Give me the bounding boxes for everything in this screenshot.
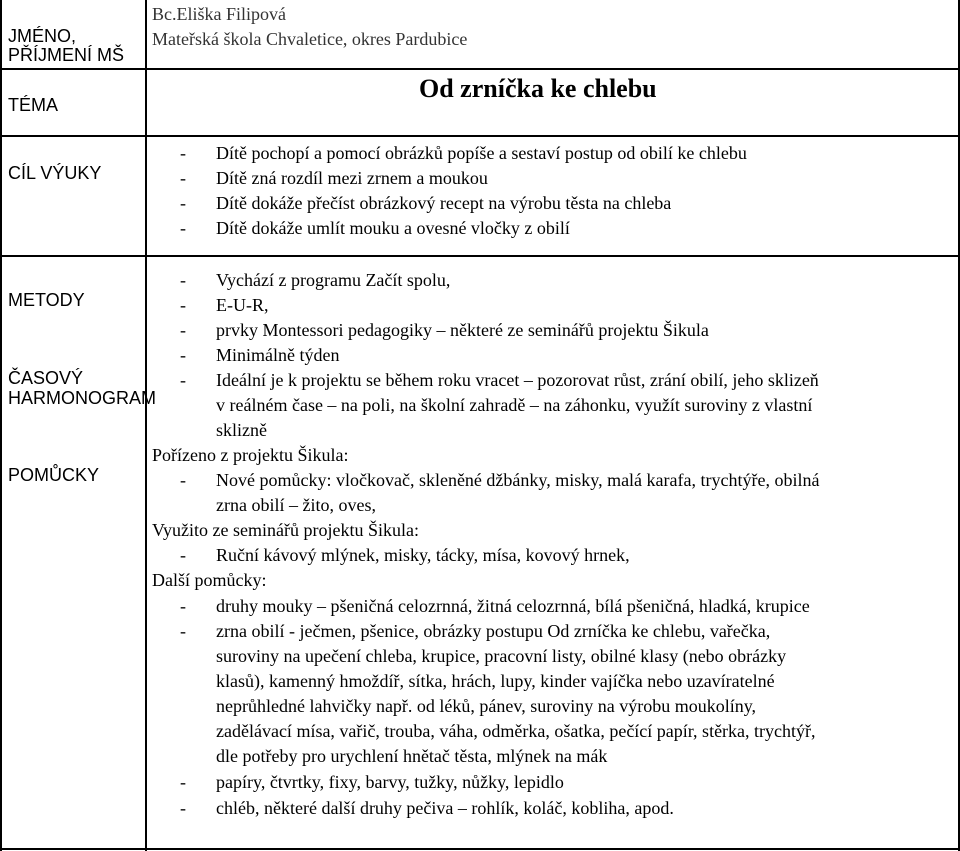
bullet-dash: - bbox=[180, 798, 186, 818]
aids-item-5: papíry, čtvrtky, fixy, barvy, tužky, nůžky, lepidlo bbox=[216, 772, 564, 792]
goal-item-3: Dítě dokáže přečíst obrázkový recept na výrobu těsta na chleba bbox=[216, 193, 672, 213]
aids-item-2: Ruční kávový mlýnek, misky, tácky, mísa, kovový hrnek, bbox=[216, 545, 630, 565]
aids-item-3: druhy mouky – pšeničná celozrnná, žitná celozrnná, bílá pšeničná, hladká, krupice bbox=[216, 596, 810, 616]
time-item-2-line-3: sklizně bbox=[216, 420, 267, 440]
bottom-border bbox=[0, 848, 960, 850]
label-methods: METODY bbox=[8, 290, 85, 310]
aids-heading-3: Další pomůcky: bbox=[152, 570, 267, 590]
aids-item-4-line-2: suroviny na upečení chleba, krupice, pracovní listy, obilné klasy (nebo obrázky bbox=[216, 646, 787, 666]
row-divider-goal bbox=[0, 255, 960, 257]
bullet-dash: - bbox=[180, 143, 186, 163]
label-topic: TÉMA bbox=[8, 95, 59, 115]
aids-item-4-line-1: zrna obilí - ječmen, pšenice, obrázky postupu Od zrníčka ke chlebu, vařečka, bbox=[216, 621, 771, 641]
bullet-dash: - bbox=[180, 470, 186, 490]
aids-heading-2: Využito ze seminářů projektu Šikula: bbox=[152, 520, 419, 540]
label-time-1: ČASOVÝ bbox=[8, 368, 84, 388]
method-item-2: E-U-R, bbox=[216, 295, 269, 315]
label-aids: POMŮCKY bbox=[8, 465, 100, 485]
topic-title: Od zrníčka ke chlebu bbox=[419, 74, 657, 103]
aids-item-1-line-2: zrna obilí – žito, oves, bbox=[216, 495, 376, 515]
label-surname: PŘÍJMENÍ MŠ bbox=[8, 45, 125, 65]
bullet-dash: - bbox=[180, 320, 186, 340]
time-item-1: Minimálně týden bbox=[216, 345, 340, 365]
column-divider bbox=[145, 0, 147, 851]
left-border bbox=[0, 0, 2, 851]
bullet-dash: - bbox=[180, 596, 186, 616]
aids-item-4-line-6: dle potřeby pro urychlení hnětač těsta, mlýnek na mák bbox=[216, 746, 608, 766]
aids-item-4-line-5: zadělávací mísa, vařič, trouba, váha, odměrka, ošatka, pečící papír, stěrka, trychtýř, bbox=[216, 721, 816, 741]
bullet-dash: - bbox=[180, 295, 186, 315]
row-divider-name bbox=[0, 68, 960, 70]
school-name: Mateřská škola Chvaletice, okres Pardubice bbox=[152, 29, 468, 49]
label-name: JMÉNO, bbox=[8, 26, 77, 46]
goal-item-4: Dítě dokáže umlít mouku a ovesné vločky z obilí bbox=[216, 218, 570, 238]
time-item-2-line-2: v reálném čase – na poli, na školní zahradě – na záhonku, využít suroviny z vlastní bbox=[216, 395, 813, 415]
label-goal: CÍL VÝUKY bbox=[8, 163, 102, 183]
row-divider-topic bbox=[0, 135, 960, 137]
aids-item-1-line-1: Nové pomůcky: vločkovač, skleněné džbánky, misky, malá karafa, trychtýře, obilná bbox=[216, 470, 820, 490]
author-name: Bc.Eliška Filipová bbox=[152, 4, 286, 24]
time-item-2-line-1: Ideální je k projektu se během roku vracet – pozorovat růst, zrání obilí, jeho sklizeň bbox=[216, 370, 819, 390]
aids-item-4-line-4: neprůhledné lahvičky např. od léků, pánev, suroviny na výrobu moukolíny, bbox=[216, 696, 757, 716]
goal-item-1: Dítě pochopí a pomocí obrázků popíše a sestaví postup od obilí ke chlebu bbox=[216, 143, 747, 163]
bullet-dash: - bbox=[180, 772, 186, 792]
aids-item-6: chléb, některé další druhy pečiva – rohlík, koláč, kobliha, apod. bbox=[216, 798, 674, 818]
bullet-dash: - bbox=[180, 270, 186, 290]
aids-heading-1: Pořízeno z projektu Šikula: bbox=[152, 445, 349, 465]
bullet-dash: - bbox=[180, 168, 186, 188]
bullet-dash: - bbox=[180, 193, 186, 213]
bullet-dash: - bbox=[180, 370, 186, 390]
label-time-2: HARMONOGRAM bbox=[8, 388, 156, 408]
method-item-1: Vychází z programu Začít spolu, bbox=[216, 270, 451, 290]
goal-item-2: Dítě zná rozdíl mezi zrnem a moukou bbox=[216, 168, 488, 188]
bullet-dash: - bbox=[180, 545, 186, 565]
method-item-3: prvky Montessori pedagogiky – některé ze seminářů projektu Šikula bbox=[216, 320, 709, 340]
bullet-dash: - bbox=[180, 621, 186, 641]
bullet-dash: - bbox=[180, 218, 186, 238]
aids-item-4-line-3: klasů), kamenný hmoždíř, sítka, hrách, lupy, kinder vajíčka nebo uzavíratelné bbox=[216, 671, 775, 691]
bullet-dash: - bbox=[180, 345, 186, 365]
